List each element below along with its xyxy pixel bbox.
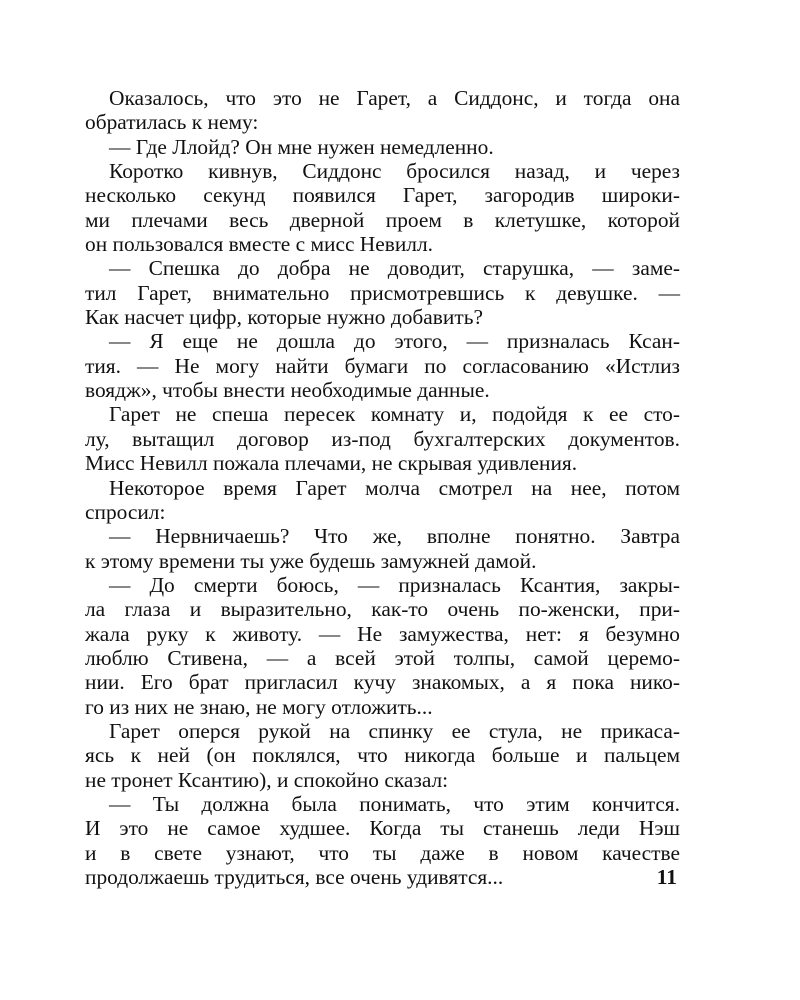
text-line: — Где Ллойд? Он мне нужен немедленно.: [109, 134, 494, 159]
text-line: несколько секунд появился Гарет, загородив широки-: [85, 183, 680, 208]
text-line: люблю Стивена, — а всей этой толпы, самой церемо-: [85, 645, 680, 670]
text-line: не тронет Ксантию), и спокойно сказал:: [85, 767, 449, 792]
text-line: — Я еще не дошла до этого, — призналась Ксан-: [109, 329, 680, 354]
text-line: Некоторое время Гарет молча смотрел на нее, потом: [109, 475, 680, 500]
text-line: тил Гарет, внимательно присмотревшись к девушке. —: [85, 280, 680, 305]
text-line: воядж», чтобы внести необходимые данные.: [85, 378, 490, 403]
text-line: Гарет не спеша пересек комнату и, подойдя к ее сто-: [109, 402, 680, 427]
text-line: — До смерти боюсь, — призналась Ксантия, закры-: [109, 572, 680, 597]
text-line: Мисс Невилл пожала плечами, не скрывая удивления.: [85, 451, 578, 476]
text-line: лу, вытащил договор из-под бухгалтерских документов.: [85, 426, 680, 451]
text-line: Как насчет цифр, которые нужно добавить?: [85, 305, 483, 330]
text-line: Коротко кивнув, Сиддонс бросился назад, и через: [109, 159, 680, 184]
page-number: 11: [656, 865, 677, 889]
text-line: он пользовался вместе с мисс Невилл.: [85, 232, 433, 257]
text-line: го из них не знаю, не могу отложить...: [85, 694, 433, 719]
text-line: нии. Его брат пригласил кучу знакомых, а я пока нико-: [85, 670, 680, 695]
page-text: [85, 86, 680, 889]
text-line: — Ты должна была понимать, что этим кончится.: [109, 791, 680, 816]
text-line: И это не самое худшее. Когда ты станешь леди Нэш: [85, 816, 680, 841]
text-line: ла глаза и выразительно, как-то очень по-женски, при-: [85, 597, 680, 622]
text-line: ясь к ней (он поклялся, что никогда больше и пальцем: [85, 743, 680, 768]
text-line: обратилась к нему:: [85, 110, 259, 135]
text-line: и в свете узнают, что ты даже в новом качестве: [85, 840, 680, 865]
last-line-row: [85, 865, 680, 889]
text-line: жала руку к животу. — Не замужества, нет: я безумно: [85, 621, 680, 646]
text-line: — Спешка до добра не доводит, старушка, — заме-: [109, 256, 680, 281]
text-line: Оказалось, что это не Гарет, а Сиддонс, и тогда она: [109, 86, 680, 110]
text-line: Гарет оперся рукой на спинку ее стула, не прикаса-: [109, 718, 680, 743]
text-line: к этому времени ты уже будешь замужней дамой.: [85, 548, 537, 573]
text-line: тия. — Не могу найти бумаги по согласованию «Истлиз: [85, 353, 680, 378]
text-line: спросил:: [85, 499, 166, 524]
text-line: — Нервничаешь? Что же, вполне понятно. Завтра: [109, 524, 680, 549]
text-line: продолжаешь трудиться, все очень удивятся...: [85, 865, 504, 889]
text-line: ми плечами весь дверной проем в клетушке, которой: [85, 207, 680, 232]
